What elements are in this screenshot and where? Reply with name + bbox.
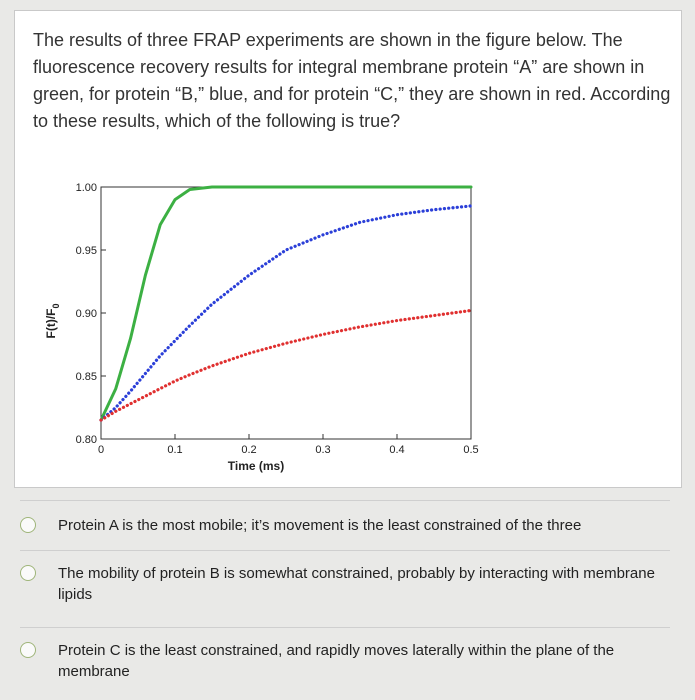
question-text: The results of three FRAP experiments are shown in the figure below. The fluorescence recovery results for integral membrane protein “A” are shown in green, for protein “B,” blue, and for protein “C,” they are shown in red. According to these results, which of the following is true? <box>33 30 671 131</box>
plot-frame <box>101 187 471 439</box>
x-tick-label: 0.3 <box>315 444 331 456</box>
x-axis-label: Time (ms) <box>227 459 285 473</box>
frap-chart <box>31 169 491 479</box>
option-b[interactable] <box>20 563 670 605</box>
question-card <box>14 10 682 488</box>
y-axis-label: $F(t)/F_0$ <box>44 303 61 339</box>
x-tick-label: 0.1 <box>167 444 183 456</box>
y-tick-label: 0.85 <box>75 371 97 383</box>
option-a[interactable] <box>20 515 670 536</box>
x-tick-label: 0.5 <box>463 444 479 456</box>
x-tick-label: 0.2 <box>241 444 257 456</box>
option-c[interactable] <box>20 640 670 682</box>
radio-button[interactable] <box>20 565 36 581</box>
option-label: Protein C is the least constrained, and rapidly moves laterally within the plane of the membrane <box>58 642 615 680</box>
y-tick-label: 0.80 <box>75 434 97 446</box>
option-label: Protein A is the most mobile; it’s movement is the least constrained of the three <box>58 517 582 534</box>
y-tick-label: 0.95 <box>75 245 97 257</box>
radio-button[interactable] <box>20 642 36 658</box>
y-tick-label: 1.00 <box>75 182 97 194</box>
answer-options <box>20 500 670 682</box>
option-label: The mobility of protein B is somewhat constrained, probably by interacting with membrane lipids <box>58 565 655 603</box>
x-tick-label: 0.4 <box>389 444 405 456</box>
radio-button[interactable] <box>20 517 36 533</box>
y-tick-label: 0.90 <box>75 308 97 320</box>
x-tick-label: 0 <box>97 444 105 456</box>
